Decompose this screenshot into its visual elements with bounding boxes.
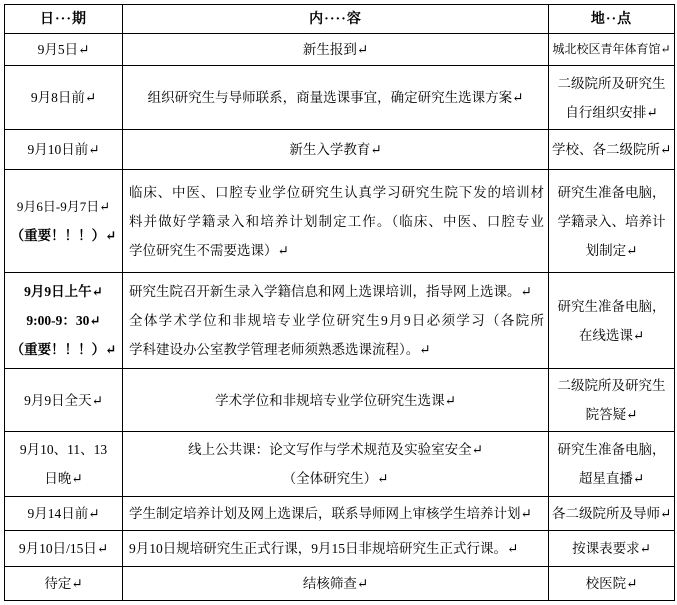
location-cell [549, 34, 675, 66]
date-cell [5, 531, 123, 567]
content-line: 学位研究生不需要选课）↵ [129, 242, 289, 258]
date-time-line: 9:00-9：30↵ [26, 313, 101, 328]
location-cell [549, 432, 675, 497]
schedule-table [4, 4, 675, 601]
content-cell [123, 369, 549, 432]
date-line: 9月14日前↵ [27, 506, 100, 521]
date-cell [5, 432, 123, 497]
content-cell [123, 66, 549, 130]
date-line: 9月10日前↵ [27, 142, 100, 157]
date-important-note: （重要！！！）↵ [10, 342, 117, 357]
header-row [5, 5, 675, 34]
location-line: 二级院所及研究生 [557, 75, 666, 91]
location-cell [549, 497, 675, 531]
date-line: 日晚↵ [44, 471, 83, 486]
content-line: 新生入学教育↵ [289, 142, 382, 157]
content-line: 新生报到↵ [302, 42, 369, 57]
table-row [5, 432, 675, 497]
location-line: 二级院所及研究生 [557, 378, 666, 393]
location-line: 城北校区青年体育馆↵ [552, 42, 671, 56]
location-line: 院答疑↵ [585, 407, 638, 422]
date-line: 9月5日↵ [37, 42, 90, 57]
content-line: 线上公共课：论文写作与学术规范及实验室安全↵ [188, 442, 483, 457]
content-line: （全体研究生）↵ [282, 471, 389, 486]
table-row [5, 531, 675, 567]
date-cell [5, 369, 123, 432]
header-date: 日···期 [5, 5, 123, 34]
location-cell [549, 369, 675, 432]
location-line: 学籍录入、培养计 [557, 213, 666, 229]
location-line: 校医院↵ [585, 576, 638, 591]
date-cell [5, 34, 123, 66]
table-row [5, 273, 675, 369]
table-row [5, 34, 675, 66]
table-row [5, 497, 675, 531]
content-cell [123, 130, 549, 170]
date-line: 9月10日/15日↵ [18, 541, 109, 556]
content-line: 结核筛查↵ [302, 576, 369, 591]
location-line: 自行组织安排↵ [565, 104, 658, 120]
schedule-table-container [4, 4, 674, 601]
content-line: 学术学位和非规培专业学位研究生选课↵ [215, 392, 456, 408]
date-cell [5, 567, 123, 601]
date-important-note: （重要！！！）↵ [10, 228, 117, 243]
location-cell [549, 273, 675, 369]
date-cell [5, 497, 123, 531]
date-cell [5, 273, 123, 369]
date-cell [5, 130, 123, 170]
location-cell [549, 130, 675, 170]
date-line: 9月6日-9月7日↵ [16, 199, 111, 214]
content-line: 临床、中医、口腔专业学位研究生认真学习研究生院下发的培训材 [129, 184, 544, 200]
location-line: 研究生准备电脑， [557, 184, 666, 200]
content-line: 研究生院召开新生录入学籍信息和网上选课培训，指导网上选课。↵ [129, 284, 532, 299]
location-line: 按课表要求↵ [572, 541, 651, 556]
content-line: 组织研究生与导师联系，商量选课事宜，确定研究生选课方案↵ [147, 90, 524, 105]
date-line: 9月9日上午↵ [24, 284, 103, 299]
table-row [5, 170, 675, 273]
location-line: 划制定↵ [585, 242, 638, 258]
content-line: 学科建设办公室教学管理老师须熟悉选课流程）。↵ [129, 342, 431, 357]
date-line: 9月8日前↵ [30, 90, 97, 105]
location-line: 各二级院所及导师↵ [552, 506, 672, 521]
content-line: 9月10日规培研究生正式行课，9月15日非规培研究生正式行课。↵ [129, 541, 519, 556]
location-cell [549, 170, 675, 273]
table-row [5, 369, 675, 432]
content-line: 学生制定培养计划及网上选课后，联系导师网上审核学生培养计划↵ [129, 506, 532, 521]
location-cell [549, 567, 675, 601]
content-cell [123, 34, 549, 66]
location-line: 学校、各二级院所↵ [552, 142, 672, 157]
table-row [5, 130, 675, 170]
date-line: 9月9日全天↵ [24, 392, 103, 408]
content-cell [123, 567, 549, 601]
header-content: 内····容 [123, 5, 549, 34]
content-cell [123, 170, 549, 273]
location-cell [549, 66, 675, 130]
date-cell [5, 66, 123, 130]
date-line: 待定↵ [44, 576, 83, 591]
table-row [5, 567, 675, 601]
location-line: 研究生准备电脑， [557, 298, 666, 314]
location-line: 在线选课↵ [578, 327, 645, 343]
content-cell [123, 273, 549, 369]
date-line: 9月10、11、13 [19, 442, 108, 457]
content-line: 料并做好学籍录入和培养计划制定工作。（临床、中医、口腔专业 [129, 213, 544, 229]
table-row [5, 66, 675, 130]
content-cell [123, 531, 549, 567]
content-cell [123, 497, 549, 531]
header-location: 地··点 [549, 5, 675, 34]
location-line: 研究生准备电脑， [557, 442, 666, 457]
content-cell [123, 432, 549, 497]
location-cell [549, 531, 675, 567]
content-line: 全体学术学位和非规培专业学位研究生9月9日必须学习（各院所 [129, 313, 544, 328]
date-cell [5, 170, 123, 273]
location-line: 超星直播↵ [578, 471, 645, 486]
